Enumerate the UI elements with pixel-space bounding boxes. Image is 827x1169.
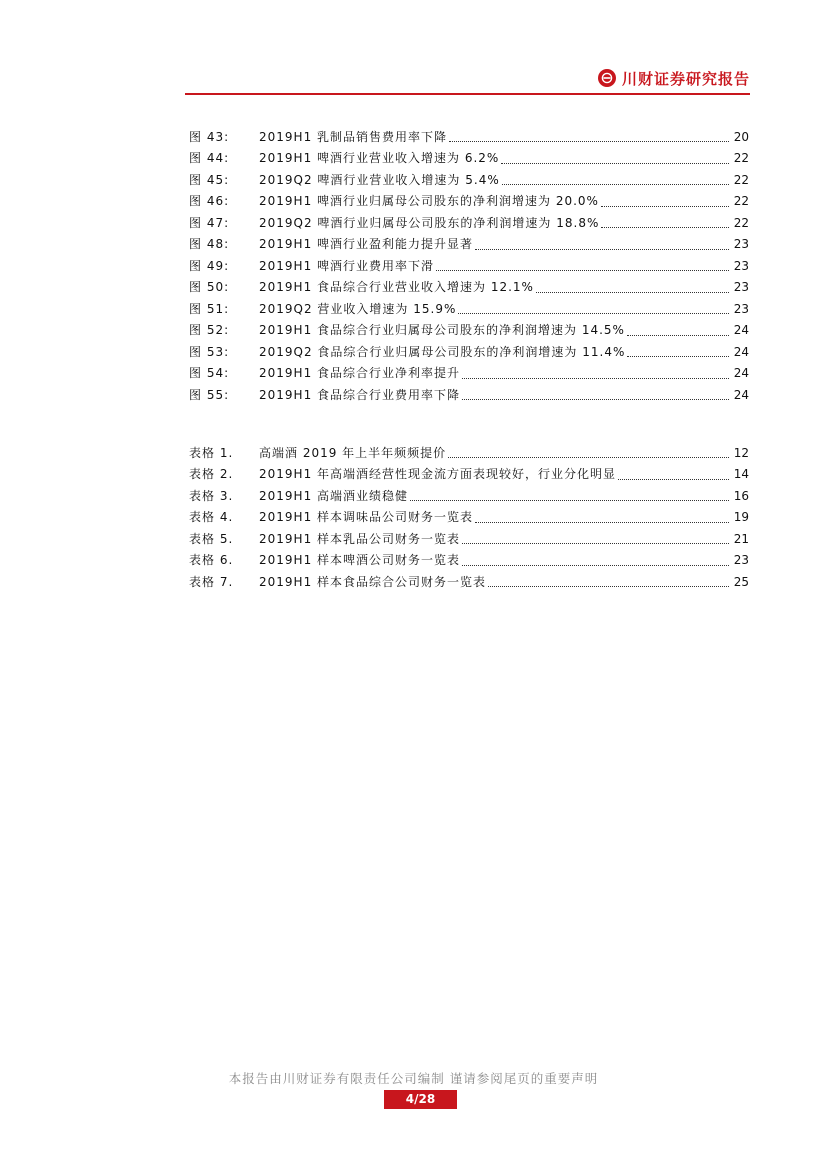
toc-entry-label: 表格 4. [189,510,234,525]
toc-entry-page: 24 [733,323,749,338]
toc-entry-label: 图 54: [189,366,230,381]
toc-entry-title: 2019H1 年高端酒经营性现金流方面表现较好，行业分化明显 [259,467,617,482]
dot-leader [488,586,729,587]
toc-entry-label: 图 53: [189,344,230,359]
toc-entry-title: 2019H1 高端酒业绩稳健 [259,488,409,503]
toc-entry-page: 20 [733,129,749,144]
figure-entry[interactable] [189,126,749,148]
figure-entry[interactable] [189,255,749,277]
toc-entry-title: 2019H1 啤酒行业盈利能力提升显著 [259,237,474,252]
toc-entry-page: 23 [733,301,749,316]
dot-leader [462,378,729,379]
toc-entry-title: 2019Q2 啤酒行业归属母公司股东的净利润增速为 18.8% [259,215,600,230]
dot-leader [436,270,729,271]
toc-entry-label: 图 48: [189,237,230,252]
brand [598,66,750,90]
header-divider [185,93,750,95]
dot-leader [627,356,729,357]
toc-entry-title: 2019H1 食品综合行业营业收入增速为 12.1% [259,280,534,295]
figure-entry[interactable] [189,298,749,320]
toc-entry-page: 24 [733,366,749,381]
dot-leader [410,500,729,501]
toc-entry-label: 表格 3. [189,488,234,503]
toc-entry-title: 2019H1 食品综合行业净利率提升 [259,366,461,381]
dot-leader [462,565,729,566]
figure-entry[interactable] [189,277,749,299]
toc-entry-title: 2019Q2 营业收入增速为 15.9% [259,301,457,316]
toc-entry-label: 表格 1. [189,445,234,460]
dot-leader [475,522,729,523]
dot-leader [449,141,729,142]
figure-list [189,126,749,406]
toc-entry-page: 23 [733,280,749,295]
chuancai-logo-icon [598,69,616,87]
toc-entry-title: 2019H1 食品综合行业费用率下降 [259,387,461,402]
page-number: 4/28 [384,1090,457,1109]
toc-entry-title: 2019H1 啤酒行业营业收入增速为 6.2% [259,151,500,166]
toc-entry-page: 25 [733,574,749,589]
dot-leader [448,457,729,458]
dot-leader [502,184,729,185]
toc-entry-label: 图 44: [189,151,230,166]
table-entry[interactable] [189,507,749,529]
toc-entry-page: 24 [733,387,749,402]
toc-entry-label: 图 47: [189,215,230,230]
table-list [189,442,749,593]
toc-entry-label: 表格 2. [189,467,234,482]
figure-entry[interactable] [189,212,749,234]
dot-leader [601,227,729,228]
table-entry[interactable] [189,485,749,507]
toc-entry-label: 表格 5. [189,531,234,546]
toc-entry-label: 图 45: [189,172,230,187]
toc-entry-label: 表格 7. [189,574,234,589]
toc-entry-label: 表格 6. [189,553,234,568]
dot-leader [627,335,729,336]
figure-entry[interactable] [189,341,749,363]
toc-entry-page: 16 [733,488,749,503]
toc-entry-label: 图 51: [189,301,230,316]
figure-entry[interactable] [189,320,749,342]
dot-leader [536,292,729,293]
table-entry[interactable] [189,550,749,572]
toc-entry-title: 2019H1 样本调味品公司财务一览表 [259,510,474,525]
table-entry[interactable] [189,464,749,486]
toc-entry-title: 2019Q2 食品综合行业归属母公司股东的净利润增速为 11.4% [259,344,626,359]
toc-entry-page: 24 [733,344,749,359]
footer-disclaimer: 本报告由川财证券有限责任公司编制 谨请参阅尾页的重要声明 [228,1071,599,1086]
toc-entry-page: 19 [733,510,749,525]
dot-leader [601,206,729,207]
toc-entry-label: 图 46: [189,194,230,209]
dot-leader [618,479,729,480]
page-header [185,66,750,94]
toc-entry-label: 图 50: [189,280,230,295]
toc-entry-page: 22 [733,172,749,187]
toc-entry-page: 12 [733,445,749,460]
dot-leader [462,399,729,400]
toc-entry-title: 2019H1 啤酒行业归属母公司股东的净利润增速为 20.0% [259,194,599,209]
figure-entry[interactable] [189,148,749,170]
figure-entry[interactable] [189,169,749,191]
table-entry[interactable] [189,442,749,464]
dot-leader [458,313,729,314]
toc-entry-label: 图 52: [189,323,230,338]
toc-entry-page: 22 [733,151,749,166]
toc-entry-page: 22 [733,194,749,209]
figure-entry[interactable] [189,191,749,213]
toc-entry-title: 2019H1 乳制品销售费用率下降 [259,129,448,144]
table-entry[interactable] [189,571,749,593]
toc-entry-title: 2019H1 食品综合行业归属母公司股东的净利润增速为 14.5% [259,323,625,338]
figure-entry[interactable] [189,363,749,385]
toc-entry-title: 2019H1 样本乳品公司财务一览表 [259,531,461,546]
toc-entry-title: 2019H1 样本食品综合公司财务一览表 [259,574,487,589]
brand-name: 川财证券研究报告 [621,69,750,88]
toc-entry-title: 高端酒 2019 年上半年频频提价 [259,445,447,460]
toc-entry-page: 22 [733,215,749,230]
toc-entry-page: 23 [733,258,749,273]
toc-entry-page: 21 [733,531,749,546]
toc-entry-page: 23 [733,553,749,568]
dot-leader [475,249,729,250]
figure-entry[interactable] [189,384,749,406]
figure-entry[interactable] [189,234,749,256]
toc-entry-title: 2019H1 啤酒行业费用率下滑 [259,258,435,273]
toc-entry-page: 14 [733,467,749,482]
toc-entry-title: 2019Q2 啤酒行业营业收入增速为 5.4% [259,172,500,187]
toc-entry-label: 图 43: [189,129,230,144]
dot-leader [501,163,729,164]
toc-entry-page: 23 [733,237,749,252]
table-entry[interactable] [189,528,749,550]
toc-entry-label: 图 55: [189,387,230,402]
dot-leader [462,543,729,544]
toc-entry-label: 图 49: [189,258,230,273]
toc-entry-title: 2019H1 样本啤酒公司财务一览表 [259,553,461,568]
